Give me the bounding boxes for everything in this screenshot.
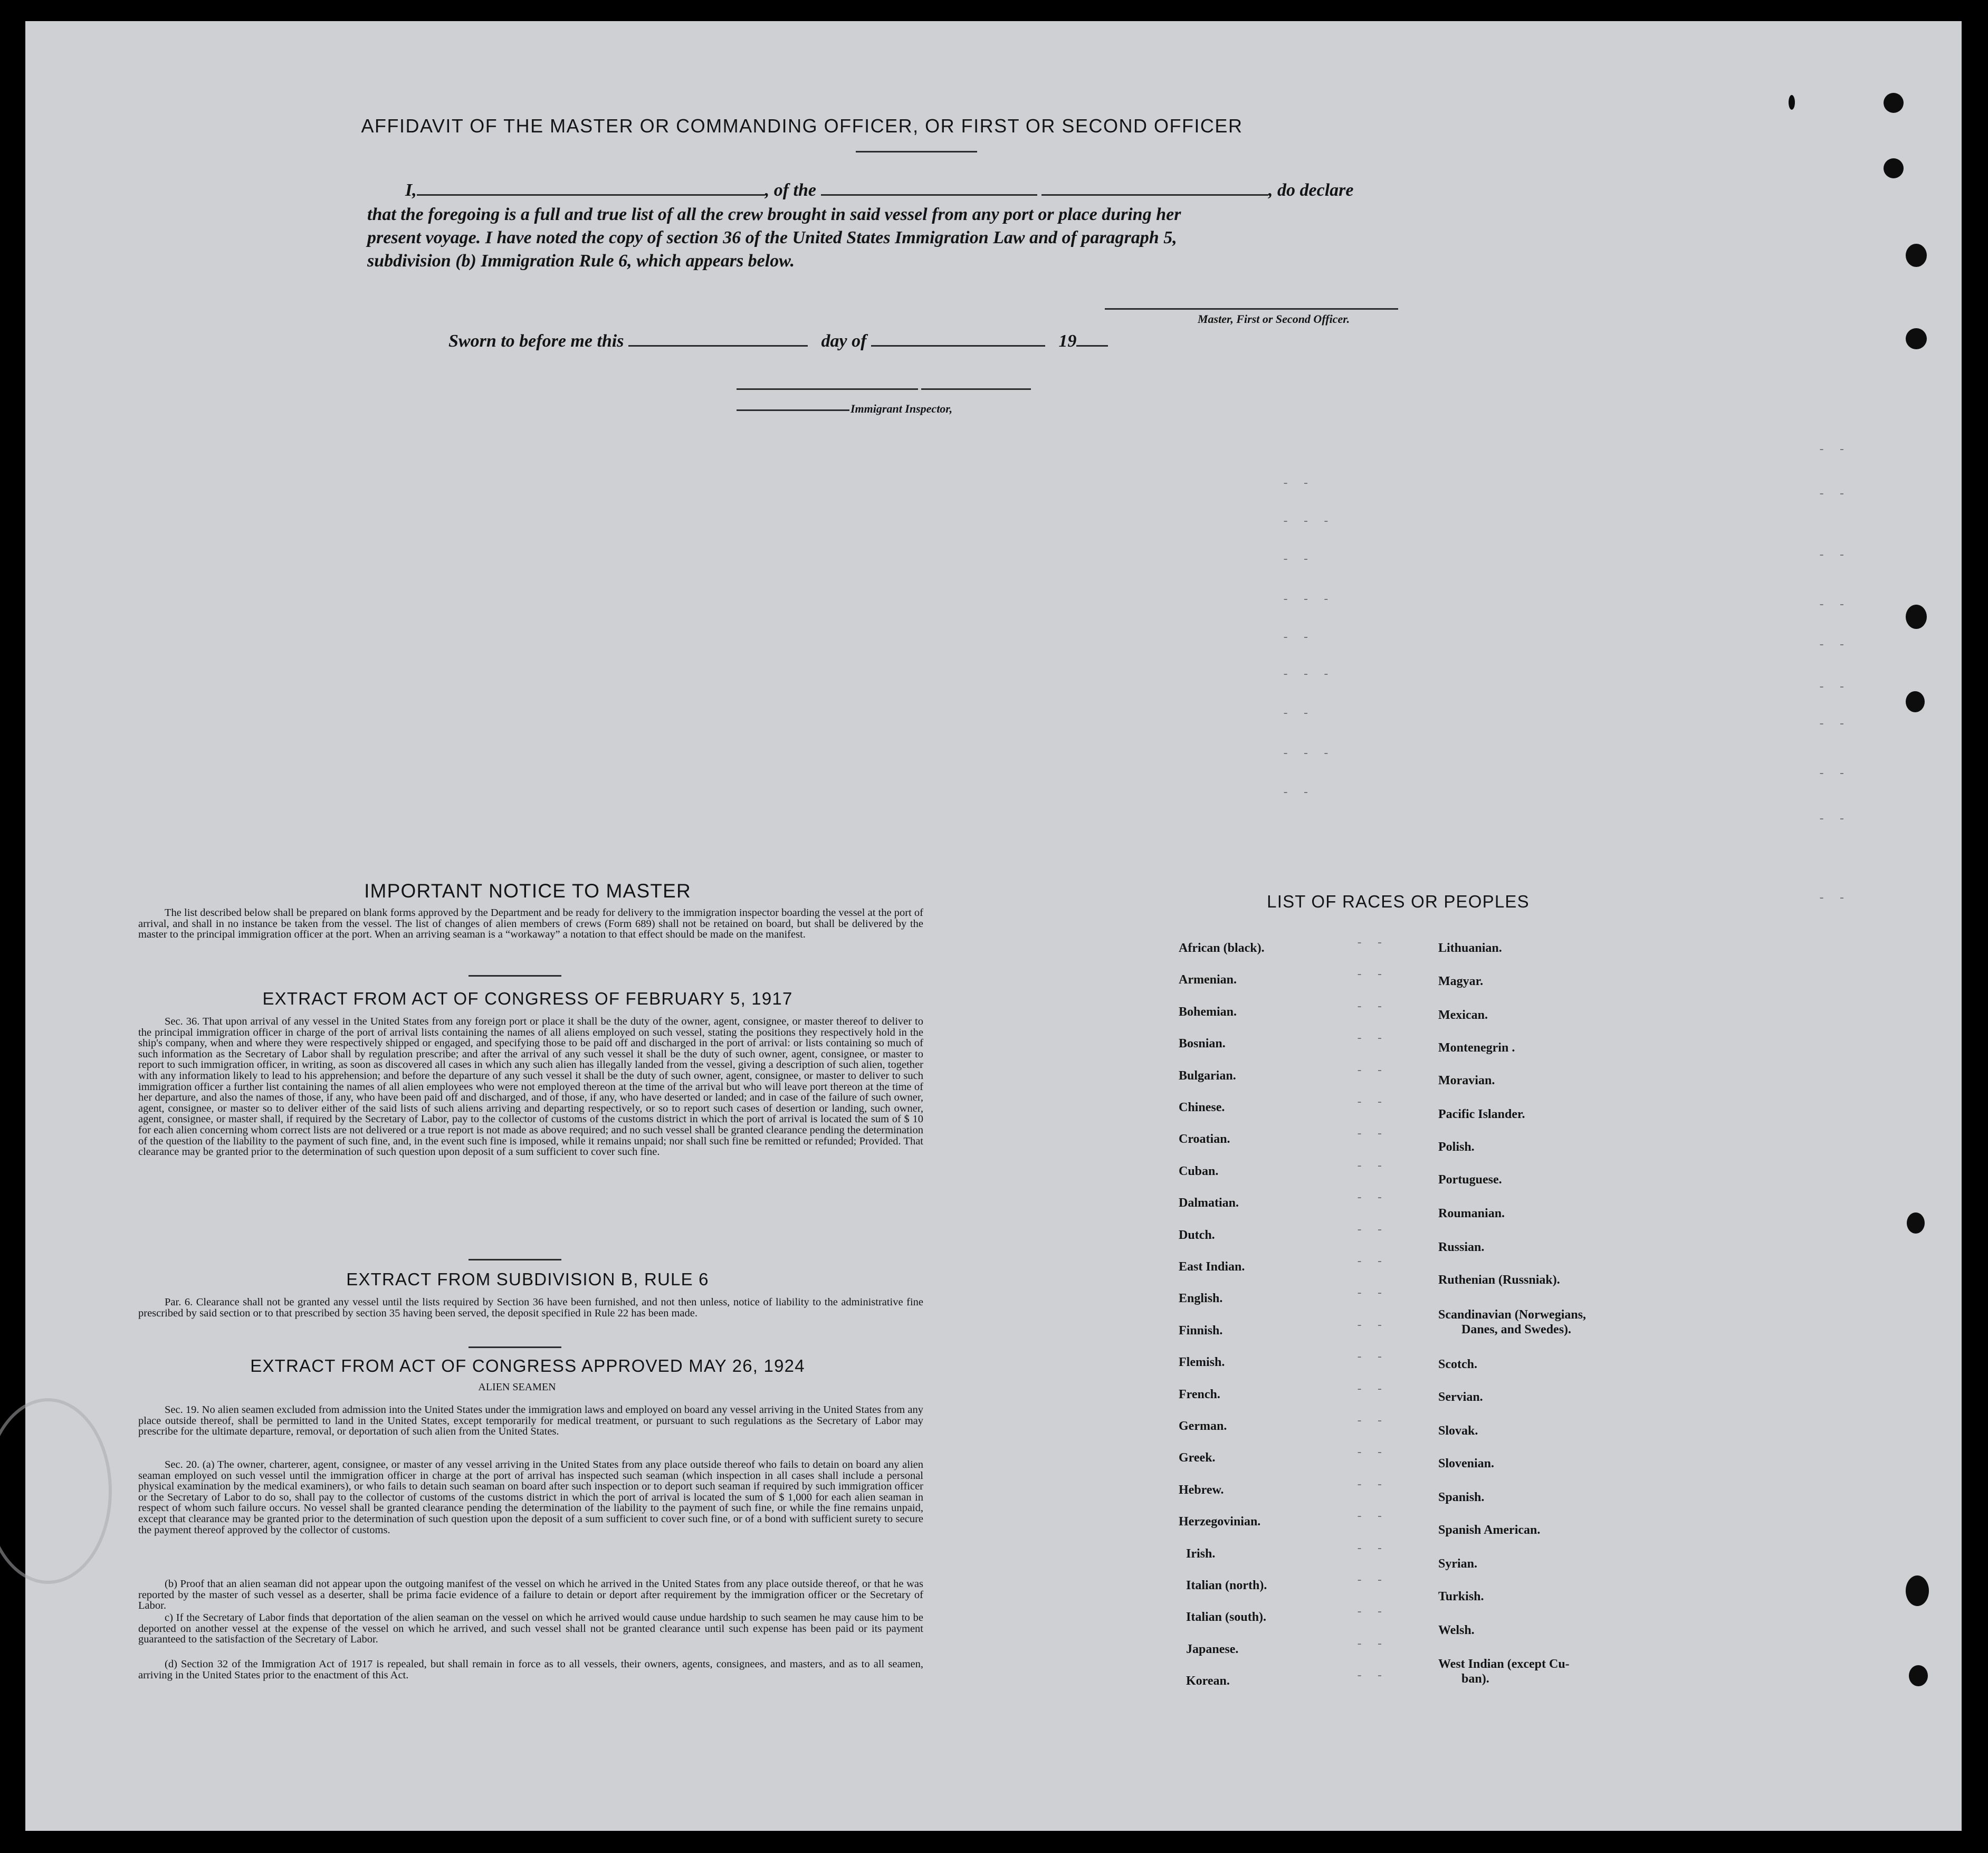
notice-divider xyxy=(469,975,561,977)
inspector-label: Immigrant Inspector, xyxy=(850,402,953,415)
ruling-dash: - - xyxy=(1282,707,1313,720)
ruling-dash: - - xyxy=(1356,1446,1387,1459)
year-prefix-label: 19 xyxy=(1058,331,1077,351)
race-item: West Indian (except Cu- xyxy=(1438,1657,1570,1671)
ruling-dash: - - xyxy=(1818,681,1849,694)
race-item: Cuban. xyxy=(1179,1164,1219,1178)
ruling-dash: - - xyxy=(1356,1287,1387,1300)
ruling-dash: - - xyxy=(1356,1638,1387,1651)
ruling-dash: - - - xyxy=(1282,668,1333,681)
affidavit-line-4: subdivision (b) Immigration Rule 6, which appears below. xyxy=(367,251,795,271)
race-item: Russian. xyxy=(1438,1240,1485,1254)
race-item: Spanish American. xyxy=(1438,1523,1541,1537)
binder-hole xyxy=(1789,95,1795,110)
binder-hole xyxy=(1884,93,1904,113)
ruling-dash: - - xyxy=(1356,1191,1387,1205)
rule6-body: Par. 6. Clearance shall not be granted any vessel until the lists required by Section 36 have been furnished, and not then unless, notice of liability to the administrative fine prescribed by said section or to that prescribed by section 35 having been served, the deposit specified in Rule 22 has been made. xyxy=(138,1296,923,1319)
ruling-dash: - - xyxy=(1356,1542,1387,1555)
race-item: Moravian. xyxy=(1438,1074,1495,1087)
sworn-label: Sworn to before me this xyxy=(448,331,624,351)
race-item: Bohemian. xyxy=(1179,1005,1237,1019)
ruling-dash: - - xyxy=(1818,598,1849,612)
ruling-dash: - - xyxy=(1356,1383,1387,1396)
race-item: Turkish. xyxy=(1438,1590,1484,1603)
sworn-month-blank xyxy=(871,345,1045,347)
ruling-dash: - - xyxy=(1356,1224,1387,1237)
sec20b-body: (b) Proof that an alien seaman did not appear upon the outgoing manifest of the vessel on which he arrived in the United States from any place outside thereof, or that he was reported by the master of such vessel as a deserter, shall be prima facie evidence of a failure to detain or deport after requirement by the immigration officer or the Secretary of Labor. xyxy=(138,1578,923,1612)
race-item: Servian. xyxy=(1438,1390,1483,1404)
race-item: Armenian. xyxy=(1179,973,1237,987)
ruling-dash: - - - xyxy=(1282,515,1333,528)
inspector-line-a xyxy=(737,388,918,390)
ruling-dash: - - - xyxy=(1282,593,1333,606)
binder-hole xyxy=(1906,691,1925,712)
race-item: Bosnian. xyxy=(1179,1037,1226,1050)
race-item: Italian (south). xyxy=(1186,1610,1267,1624)
ruling-dash: - - xyxy=(1356,1032,1387,1045)
affidavit-line-3: present voyage. I have noted the copy of section 36 of the United States Immigration Law and of paragraph 5, xyxy=(367,228,1177,247)
sec20a-body: Sec. 20. (a) The owner, charterer, agent, consignee, or master of any vessel arriving in the United States from any place outside thereof who fails to detain on board any alien seaman employed on such vessel until the immigration officer in charge at the port of arrival has inspected such seaman (which inspection in all cases shall include a personal physical examination by the medical examiners), or who fails to detain such seaman on board after such inspection or to deport such seaman if required by such immigration officer or the Secretary of Labor to do so, shall pay to the collector of customs of the customs district in which the port of arrival is located the sum of $ 1,000 for each alien seaman in respect of whom such failure occurs. No vessel shall be granted clearance pending the determination of the liability to the payment of such fine, or while the fine remains unpaid, except that clearance may be granted prior to the determination of such question upon the deposit of a sum sufficient to cover such fine, or of a bond with sufficient surety to secure the payment thereof approved by the collector of customs. xyxy=(138,1459,923,1536)
race-item: Slovenian. xyxy=(1438,1457,1495,1470)
affidavit-line-1 xyxy=(405,180,1353,200)
master-signature-line xyxy=(1105,308,1398,310)
ruling-dash: - - xyxy=(1356,1351,1387,1364)
race-item: Herzegovinian. xyxy=(1179,1515,1261,1529)
ruling-dash: - - xyxy=(1818,443,1849,456)
day-of-label: day of xyxy=(821,331,867,351)
rule6-divider xyxy=(469,1346,561,1348)
extract-1917-body: Sec. 36. That upon arrival of any vessel in the United States from any foreign port or place it shall be the duty of the owner, agent, consignee, or master thereof to deliver to the principal immigration officer in charge of the port of arrival lists containing the names of all aliens employed on such vessel, stating the positions they respectively hold in the ship's company, when and where they were respectively shipped or engaged, and specifying those to be paid off and discharged in the port of arrival: or lists containing so much of such information as the Secretary of Labor shall by regulation prescribe; and after the arrival of any such vessel it shall be the duty of such owner, agent, consignee, or master to report to such immigration officer, in writing, as soon as discovered all cases in which any such alien has illegally landed from the vessel, giving a description of such alien, together with any information likely to lead to his apprehension; and before the departure of any such vessel it shall be the duty of such owner, agent, consignee, or master to deliver to such immigration officer a further list containing the names of all alien employees who were not employed thereon at the time of the arrival but who will leave port thereon at the time of her departure, and also the names of those, if any, who have been paid off and discharged, and of those, if any, who have deserted or landed; and in case of the failure of such owner, agent, consignee, or master so to deliver either of the said lists of such aliens arriving and departing respectively, or so to report such cases of desertion or landing, such owner, agent, consignee, or master shall, if required by the Secretary of Labor, pay to the collector of customs of the customs district in which the port of arrival is located the sum of $ 10 for each alien concerning whom correct lists are not delivered or a true report is not made as above required; and no such vessel shall be granted clearance pending the determination of the question of the liability to the payment of such fine, and, in the event such fine is imposed, while it remains unpaid; nor shall such fine be remitted or refunded; Provided. That clearance may be granted prior to the determination of such question upon deposit of a sum sufficient to cover such fine. xyxy=(138,1016,923,1158)
ruling-dash: - - xyxy=(1818,767,1849,780)
race-item: French. xyxy=(1179,1388,1220,1401)
race-item: Scandinavian (Norwegians, xyxy=(1438,1308,1586,1322)
vessel-blank-2 xyxy=(1041,194,1268,196)
ruling-dash: - - xyxy=(1356,1128,1387,1141)
race-item: Slovak. xyxy=(1438,1424,1478,1438)
sec20d-body: (d) Section 32 of the Immigration Act of 1917 is repealed, but shall remain in force as to all vessels, their owners, agents, consignees, and masters, and as to all seamen, arriving in the United States prior to the enactment of this Act. xyxy=(138,1658,923,1681)
ruling-dash: - - xyxy=(1818,488,1849,501)
binder-hole xyxy=(1906,328,1927,349)
ruling-dash: - - xyxy=(1356,1510,1387,1523)
ruling-dash: - - xyxy=(1356,1478,1387,1492)
alien-seamen-subtitle: ALIEN SEAMEN xyxy=(478,1381,556,1393)
race-item: Croatian. xyxy=(1179,1132,1230,1146)
race-item: Chinese. xyxy=(1179,1101,1225,1114)
inspector-line-c xyxy=(737,409,849,411)
affidavit-title: AFFIDAVIT OF THE MASTER OR COMMANDING OFFICER, OR FIRST OR SECOND OFFICER xyxy=(361,115,1243,137)
ruling-dash: - - xyxy=(1282,553,1313,566)
race-item: ban). xyxy=(1461,1672,1489,1686)
affidavit-declare-label: , do declare xyxy=(1268,180,1354,200)
ruling-dash: - - xyxy=(1356,1669,1387,1683)
affidavit-line-2: that the foregoing is a full and true list of all the crew brought in said vessel from any port or place during her xyxy=(367,205,1181,224)
races-title: LIST OF RACES OR PEOPLES xyxy=(1267,892,1530,911)
ruling-dash: - - xyxy=(1356,1606,1387,1619)
rule6-title: EXTRACT FROM SUBDIVISION B, RULE 6 xyxy=(346,1269,709,1289)
binder-hole xyxy=(1909,1665,1928,1686)
race-item: Mexican. xyxy=(1438,1008,1488,1022)
affidavit-i-label: I, xyxy=(405,180,417,200)
ruling-dash: - - xyxy=(1282,631,1313,644)
ruling-dash: - - xyxy=(1356,1000,1387,1014)
ruling-dash: - - xyxy=(1356,1064,1387,1077)
ruling-dash: - - xyxy=(1818,638,1849,652)
ruling-dash: - - xyxy=(1356,937,1387,950)
binder-hole xyxy=(1906,605,1927,629)
sworn-year-blank xyxy=(1076,345,1108,347)
race-item: African (black). xyxy=(1179,941,1265,955)
race-item: Dalmatian. xyxy=(1179,1196,1239,1210)
binder-hole xyxy=(1907,1212,1925,1234)
title-underline xyxy=(856,151,977,152)
race-item: Italian (north). xyxy=(1186,1579,1267,1592)
name-blank xyxy=(417,194,765,196)
sworn-line xyxy=(448,331,1108,351)
extract-1917-title: EXTRACT FROM ACT OF CONGRESS OF FEBRUARY 5, 1917 xyxy=(262,989,793,1008)
ruling-dash: - - xyxy=(1356,1574,1387,1587)
ruling-dash: - - xyxy=(1356,1319,1387,1332)
race-item: Portuguese. xyxy=(1438,1173,1502,1187)
race-item: Dutch. xyxy=(1179,1228,1215,1242)
race-item: Spanish. xyxy=(1438,1491,1485,1504)
sec20c-body: c) If the Secretary of Labor finds that deportation of the alien seaman on the vessel on which he arrived would cause undue hardship to such seamen he may cause him to be deported on another vessel at the expense of the vessel on which he arrived, and such vessel shall not be granted clearance until such expense has been paid or its payment guaranteed to the satisfaction of the Secretary of Labor. xyxy=(138,1612,923,1646)
race-item: Bulgarian. xyxy=(1179,1069,1236,1083)
ruling-dash: - - xyxy=(1818,892,1849,905)
binder-hole xyxy=(1906,1575,1929,1606)
race-item: Welsh. xyxy=(1438,1623,1475,1637)
race-item: Pacific Islander. xyxy=(1438,1107,1525,1121)
race-item: Danes, and Swedes). xyxy=(1461,1323,1572,1336)
race-item: Greek. xyxy=(1179,1451,1216,1465)
affidavit-of-the-label: , of the xyxy=(764,180,817,200)
race-item: Korean. xyxy=(1186,1674,1230,1688)
inspector-line-b xyxy=(921,388,1031,390)
race-item: Syrian. xyxy=(1438,1557,1478,1571)
race-item: Finnish. xyxy=(1179,1324,1223,1338)
binder-hole xyxy=(1906,244,1927,267)
ruling-dash: - - xyxy=(1282,786,1313,799)
race-item: Lithuanian. xyxy=(1438,941,1502,955)
ruling-dash: - - xyxy=(1818,718,1849,731)
ruling-dash: - - xyxy=(1356,1096,1387,1109)
race-item: German. xyxy=(1179,1419,1227,1433)
ruling-dash: - - xyxy=(1282,477,1313,490)
master-signature-label: Master, First or Second Officer. xyxy=(1198,312,1350,326)
binder-hole xyxy=(1884,158,1904,178)
race-item: Polish. xyxy=(1438,1140,1475,1154)
extract-1924-title: EXTRACT FROM ACT OF CONGRESS APPROVED MAY 26, 1924 xyxy=(250,1356,805,1376)
ruling-dash: - - xyxy=(1356,1160,1387,1173)
race-item: Magyar. xyxy=(1438,975,1484,988)
race-item: Roumanian. xyxy=(1438,1207,1505,1220)
ruling-dash: - - - xyxy=(1282,747,1333,760)
race-item: Japanese. xyxy=(1186,1642,1239,1656)
race-item: Hebrew. xyxy=(1179,1483,1224,1497)
vessel-blank-1 xyxy=(821,194,1037,196)
race-item: Irish. xyxy=(1186,1547,1216,1561)
race-item: Flemish. xyxy=(1179,1355,1225,1369)
race-item: English. xyxy=(1179,1292,1223,1305)
notice-body: The list described below shall be prepared on blank forms approved by the Department and be ready for delivery to the immigration inspector boarding the vessel at the port of arrival, and shall in no instance be taken from the vessel. The list of changes of alien members of crews (Form 689) shall not be retained on board, but shall be delivered by the master to the principal immigration officer at the port. When an arriving seaman is a “workaway” a notation to that effect should be made on the manifest. xyxy=(138,907,923,941)
notice-title: IMPORTANT NOTICE TO MASTER xyxy=(364,880,691,902)
ruling-dash: - - xyxy=(1818,549,1849,562)
ruling-dash: - - xyxy=(1356,1255,1387,1268)
race-item: Montenegrin . xyxy=(1438,1041,1515,1055)
sworn-day-blank xyxy=(628,345,808,347)
race-item: Ruthenian (Russniak). xyxy=(1438,1273,1560,1287)
sec19-body: Sec. 19. No alien seamen excluded from admission into the United States under the immigration laws and employed on board any vessel arriving in the United States from any place outside thereof, shall be permitted to land in the United States, except temporarily for medical treatment, or pursuant to such regulations as the Secretary of Labor may prescribe for the ultimate departure, removal, or deportation of such alien from the United States. xyxy=(138,1404,923,1438)
race-item: East Indian. xyxy=(1179,1260,1245,1274)
ruling-dash: - - xyxy=(1356,1415,1387,1428)
ruling-dash: - - xyxy=(1356,968,1387,981)
race-item: Scotch. xyxy=(1438,1358,1477,1371)
extract-1917-divider xyxy=(469,1259,561,1260)
ruling-dash: - - xyxy=(1818,813,1849,826)
